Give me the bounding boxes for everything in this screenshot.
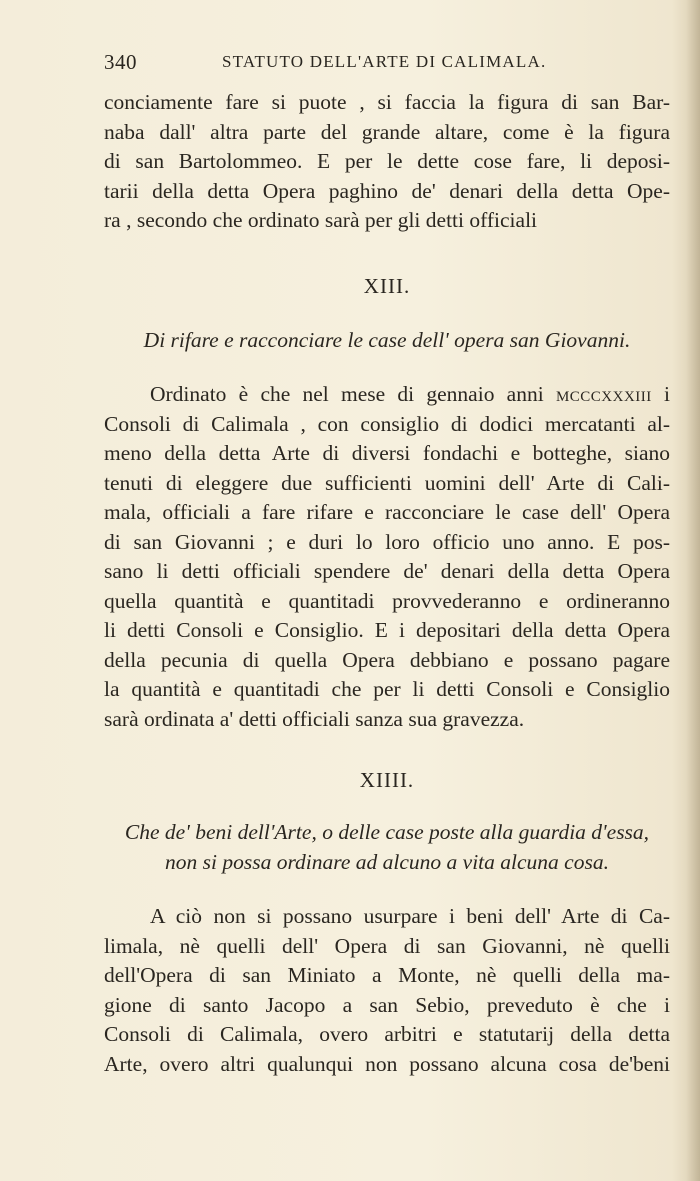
section-13-paragraph <box>104 380 670 734</box>
text-line: tenuti di eleggere due sufficienti uomini dell' Arte di Cali- <box>104 470 670 495</box>
section-13-number: XIII. <box>363 274 411 298</box>
text-line: meno della detta Arte di diversi fondachi e botteghe, siano <box>104 441 670 465</box>
text-line <box>104 380 670 410</box>
text-line: quella quantità e quantitadi provvederanno e ordineranno <box>104 588 670 613</box>
title-line: non si possa ordinare ad alcuno a vita alcuna cosa. <box>165 850 609 874</box>
section-14-number: XIIII. <box>359 768 415 792</box>
section-14-title <box>104 817 670 877</box>
intro-paragraph <box>104 88 670 236</box>
section-14-paragraph <box>104 902 670 1079</box>
roman-year: mcccxxxiii <box>555 382 652 406</box>
text-line: naba dall' altra parte del grande altare, come è la figura <box>104 119 670 144</box>
text-line: conciamente fare si puote , si faccia la figura di san Bar- <box>104 90 670 114</box>
text-line: di san Bartolommeo. E per le dette cose fare, li deposi- <box>104 149 670 173</box>
text-line: Consoli di Calimala, overo arbitri e statutarij della detta <box>104 1022 670 1046</box>
text-line: limala, nè quelli dell' Opera di san Giovanni, nè quelli <box>104 933 670 958</box>
text-line: gione di santo Jacopo a san Sebio, preveduto è che i <box>104 992 670 1017</box>
text-line: Arte, overo altri qualunqui non possano alcuna cosa de'beni <box>104 1051 670 1076</box>
page-edge-shadow <box>686 0 700 1181</box>
page-number: 340 <box>104 50 137 74</box>
text-line: sarà ordinata a' detti officiali sanza sua gravezza. <box>104 706 525 731</box>
section-13-title: Di rifare e racconciare le case dell' opera san Giovanni. <box>143 328 631 352</box>
running-title: STATUTO DELL'ARTE DI CALIMALA. <box>222 52 547 71</box>
text-line: A ciò non si possano usurpare i beni dell' Arte di Ca- <box>150 904 670 928</box>
text-line: della pecunia di quella Opera debbiano e possano pagare <box>104 647 670 672</box>
text-line: Consoli di Calimala , con consiglio di dodici mercatanti al- <box>104 411 670 436</box>
text-line: dell'Opera di san Miniato a Monte, nè quelli della ma- <box>104 963 670 987</box>
text-line: ra , secondo che ordinato sarà per gli detti officiali <box>104 208 538 232</box>
page-header <box>104 50 656 80</box>
text-line: la quantità e quantitadi che per li detti Consoli e Consiglio <box>104 677 670 701</box>
text-line: tarii della detta Opera paghino de' denari della detta Ope- <box>104 178 670 203</box>
text-line: mala, officiali a fare rifare e racconciare le case dell' Opera <box>104 500 670 524</box>
text-fragment: Ordinato è che nel mese di gennaio anni <box>150 382 556 406</box>
text-line: li detti Consoli e Consiglio. E i depositari della detta Opera <box>104 618 670 642</box>
text-line: di san Giovanni ; e duri lo loro officio uno anno. E pos- <box>104 529 670 554</box>
title-line: Che de' beni dell'Arte, o delle case poste alla guardia d'essa, <box>124 820 650 844</box>
text-line: sano li detti officiali spendere de' denari della detta Opera <box>104 559 670 583</box>
text-fragment: i <box>651 382 670 406</box>
